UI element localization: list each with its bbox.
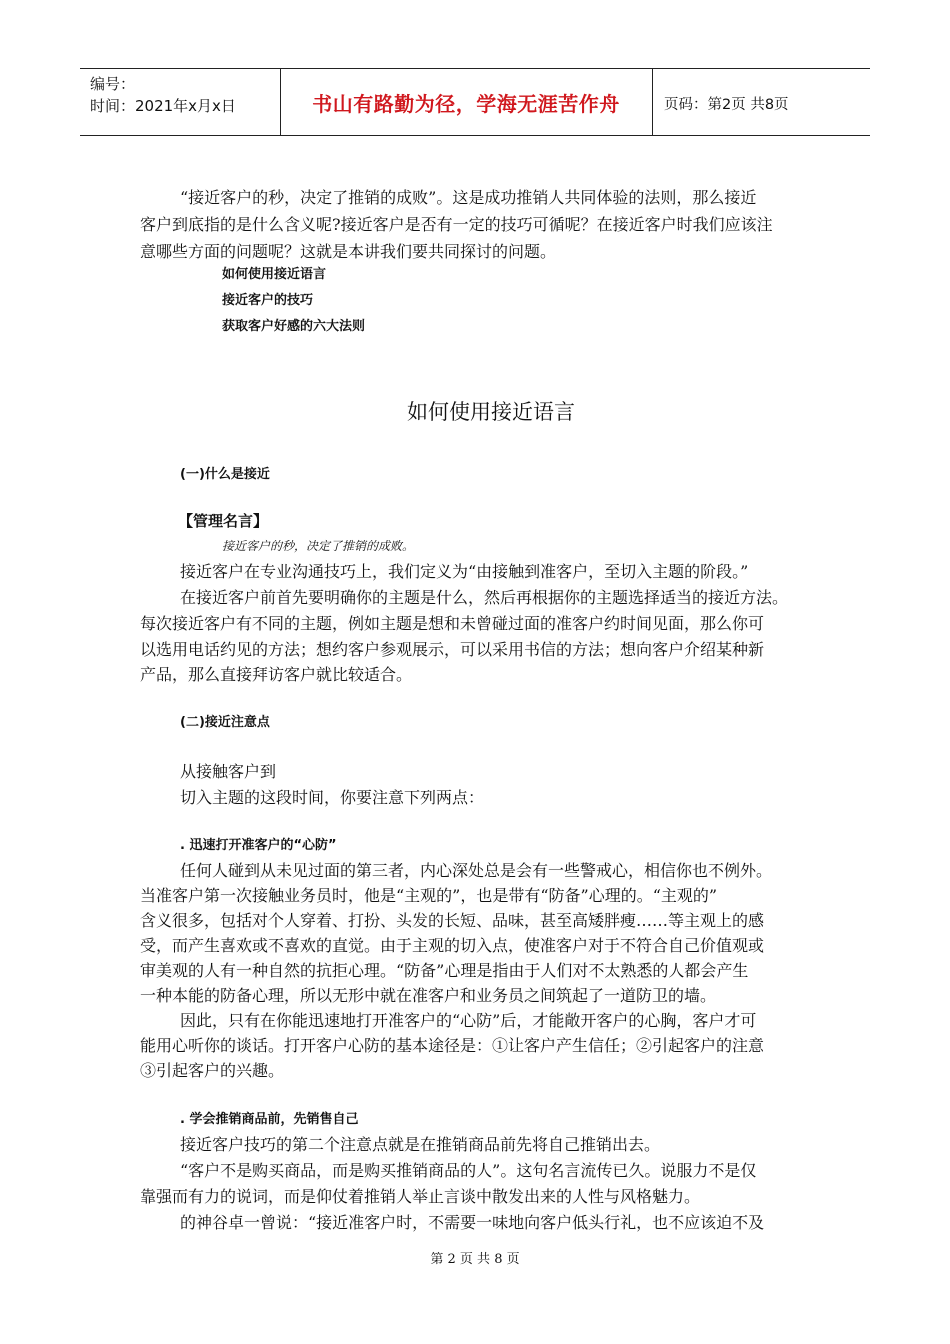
subsection-title: (二)接近注意点 bbox=[180, 715, 270, 730]
intro-line: 意哪些方面的问题呢？这就是本讲我们要共同探讨的问题。 bbox=[140, 242, 557, 261]
header-meta bbox=[90, 73, 236, 117]
point-title: . 学会推销商品前，先销售自己 bbox=[180, 1112, 359, 1127]
paragraph-line: 从接触客户到 bbox=[180, 762, 277, 781]
intro-line: 客户到底指的是什么含义呢?接近客户是否有一定的技巧可循呢？在接近客户时我们应该注 bbox=[140, 215, 773, 234]
paragraph-line: 在接近客户前首先要明确你的主题是什么，然后再根据你的主题选择适当的接近方法。 bbox=[180, 588, 789, 607]
paragraph-line: 当准客户第一次接触业务员时，他是“主观的”，也是带有“防备”心理的。“主观的” bbox=[140, 886, 718, 905]
page-footer: 第 2 页 共 8 页 bbox=[430, 1252, 520, 1267]
intro-line: “接近客户的秒，决定了推销的成败”。这是成功推销人共同体验的法则，那么接近 bbox=[180, 188, 757, 207]
subsection-title: (一)什么是接近 bbox=[180, 467, 270, 482]
quote-heading: 【管理名言】 bbox=[178, 512, 269, 530]
toc-item: 接近客户的技巧 bbox=[222, 293, 314, 308]
header-motto: 书山有路勤为径，学海无涯苦作舟 bbox=[312, 91, 620, 116]
toc-item: 如何使用接近语言 bbox=[222, 267, 327, 282]
paragraph-line: 能用心听你的谈话。打开客户心防的基本途径是：①让客户产生信任；②引起客户的注意 bbox=[140, 1036, 765, 1055]
paragraph-line: 因此，只有在你能迅速地打开准客户的“心防”后，才能敞开客户的心胸，客户才可 bbox=[180, 1011, 757, 1030]
paragraph-line: 审美观的人有一种自然的抗拒心理。“防备”心理是指由于人们对不太熟悉的人都会产生 bbox=[140, 961, 749, 980]
paragraph-line: 每次接近客户有不同的主题，例如主题是想和未曾碰过面的准客户约时间见面，那么你可 bbox=[140, 614, 765, 633]
paragraph-line: 接近客户技巧的第二个注意点就是在推销商品前先将自己推销出去。 bbox=[180, 1135, 661, 1154]
paragraph-line: ③引起客户的兴趣。 bbox=[140, 1061, 285, 1080]
paragraph-line: 受，而产生喜欢或不喜欢的直觉。由于主观的切入点，使准客户对于不符合自己价值观或 bbox=[140, 936, 765, 955]
quote-text: 接近客户的秒，决定了推销的成败。 bbox=[222, 539, 415, 553]
paragraph-line: 的神谷卓一曾说：“接近准客户时，不需要一味地向客户低头行礼，也不应该迫不及 bbox=[180, 1213, 765, 1232]
date-label: 时间：2021年x月x日 bbox=[90, 97, 236, 115]
toc-item: 获取客户好感的六大法则 bbox=[222, 319, 366, 334]
paragraph-line: 任何人碰到从未见过面的第三者，内心深处总是会有一些警戒心，相信你也不例外。 bbox=[180, 861, 773, 880]
number-label: 编号： bbox=[90, 75, 136, 93]
paragraph-line: 切入主题的这段时间，你要注意下列两点： bbox=[180, 788, 485, 807]
paragraph-line: 产品，那么直接拜访客户就比较适合。 bbox=[140, 665, 413, 684]
page-header bbox=[80, 68, 870, 136]
section-title: 如何使用接近语言 bbox=[407, 400, 575, 424]
paragraph-line: “客户不是购买商品，而是购买推销商品的人”。这句名言流传已久。说服力不是仅 bbox=[180, 1161, 757, 1180]
paragraph-line: 接近客户在专业沟通技巧上，我们定义为“由接触到准客户，至切入主题的阶段。” bbox=[180, 562, 749, 581]
header-divider bbox=[652, 69, 653, 135]
point-title: . 迅速打开准客户的“心防” bbox=[180, 838, 337, 853]
paragraph-line: 一种本能的防备心理，所以无形中就在准客户和业务员之间筑起了一道防卫的墙。 bbox=[140, 986, 717, 1005]
paragraph-line: 以选用电话约见的方法；想约客户参观展示，可以采用书信的方法；想向客户介绍某种新 bbox=[140, 640, 765, 659]
header-page-number: 页码：第2页 共8页 bbox=[664, 97, 789, 113]
paragraph-line: 含义很多，包括对个人穿着、打扮、头发的长短、品味，甚至高矮胖瘦……等主观上的感 bbox=[140, 911, 765, 930]
paragraph-line: 靠强而有力的说词，而是仰仗着推销人举止言谈中散发出来的人性与风格魅力。 bbox=[140, 1187, 701, 1206]
